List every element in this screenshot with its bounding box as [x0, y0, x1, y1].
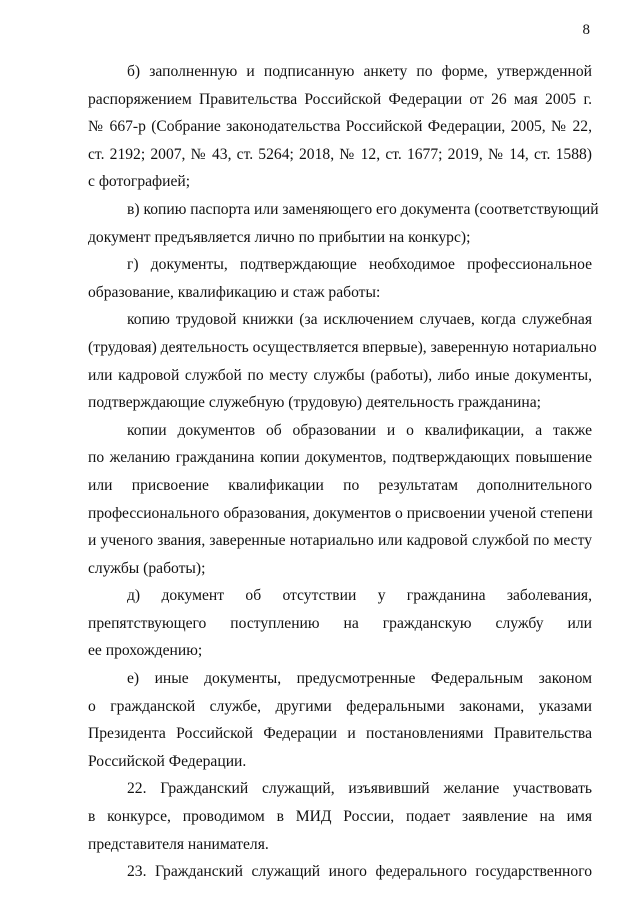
paragraph-item-d: [88, 582, 592, 665]
paragraph-education-docs: [88, 417, 592, 583]
text-line: (трудовая) деятельность осуществляется впервые), заверенную нотариально: [88, 338, 597, 356]
text-line: копию трудовой книжки (за исключением случаев, когда служебная: [127, 311, 592, 329]
text-line: или присвоение квалификации по результатам дополнительного: [88, 476, 592, 494]
text-line: профессионального образования, документов о присвоении ученой степени: [88, 504, 593, 522]
paragraph-item-e: [88, 665, 592, 775]
text-line: с фотографией;: [88, 173, 191, 191]
paragraph-23: [88, 858, 592, 886]
text-line: д) документ об отсутствии у гражданина заболевания,: [127, 587, 592, 605]
text-line: 23. Гражданский служащий иного федерального государственного: [127, 863, 592, 881]
text-line: распоряжением Правительства Российской Федерации от 26 мая 2005 г.: [88, 90, 592, 108]
text-line: ст. 2192; 2007, № 43, ст. 5264; 2018, № 12, ст. 1677; 2019, № 14, ст. 1588): [88, 145, 592, 163]
text-line: о гражданской службе, другими федеральными законами, указами: [88, 697, 592, 715]
text-line: № 667-р (Собрание законодательства Российской Федерации, 2005, № 22,: [88, 118, 592, 136]
text-line: представителя нанимателя.: [88, 835, 269, 853]
document-body: [88, 58, 599, 886]
text-line: препятствующего поступлению на гражданскую службу или: [88, 614, 592, 632]
text-line: или кадровой службой по месту службы (работы), либо иные документы,: [88, 366, 592, 384]
text-line: в) копию паспорта или заменяющего его документа (соответствующий: [127, 200, 599, 218]
paragraph-item-v: [88, 196, 599, 251]
text-line: б) заполненную и подписанную анкету по форме, утвержденной: [127, 63, 592, 80]
text-line: г) документы, подтверждающие необходимое профессиональное: [127, 256, 592, 274]
paragraph-work-record: [88, 306, 597, 416]
text-line: Российской Федерации.: [88, 752, 247, 770]
text-line: образование, квалификацию и стаж работы:: [88, 283, 381, 301]
text-line: службы (работы);: [88, 559, 206, 577]
text-line: Президента Российской Федерации и постановлениями Правительства: [88, 725, 592, 743]
text-line: е) иные документы, предусмотренные Федеральным законом: [127, 670, 592, 688]
text-line: по желанию гражданина копии документов, подтверждающих повышение: [88, 449, 592, 467]
text-line: в конкурсе, проводимом в МИД России, подает заявление на имя: [88, 808, 592, 826]
text-line: ее прохождению;: [88, 642, 203, 660]
text-line: и ученого звания, заверенные нотариально или кадровой службой по месту: [88, 532, 592, 550]
paragraph-22: [88, 775, 592, 858]
text-line: 22. Гражданский служащий, изъявивший желание участвовать: [127, 780, 592, 798]
page-number: 8: [582, 22, 590, 38]
paragraph-item-g: [88, 251, 592, 306]
paragraph-item-b: [88, 58, 592, 196]
text-line: подтверждающие служебную (трудовую) деятельность гражданина;: [88, 394, 541, 412]
text-line: копии документов об образовании и о квалификации, а также: [127, 421, 592, 439]
text-line: документ предъявляется лично по прибытии на конкурс);: [88, 228, 471, 246]
